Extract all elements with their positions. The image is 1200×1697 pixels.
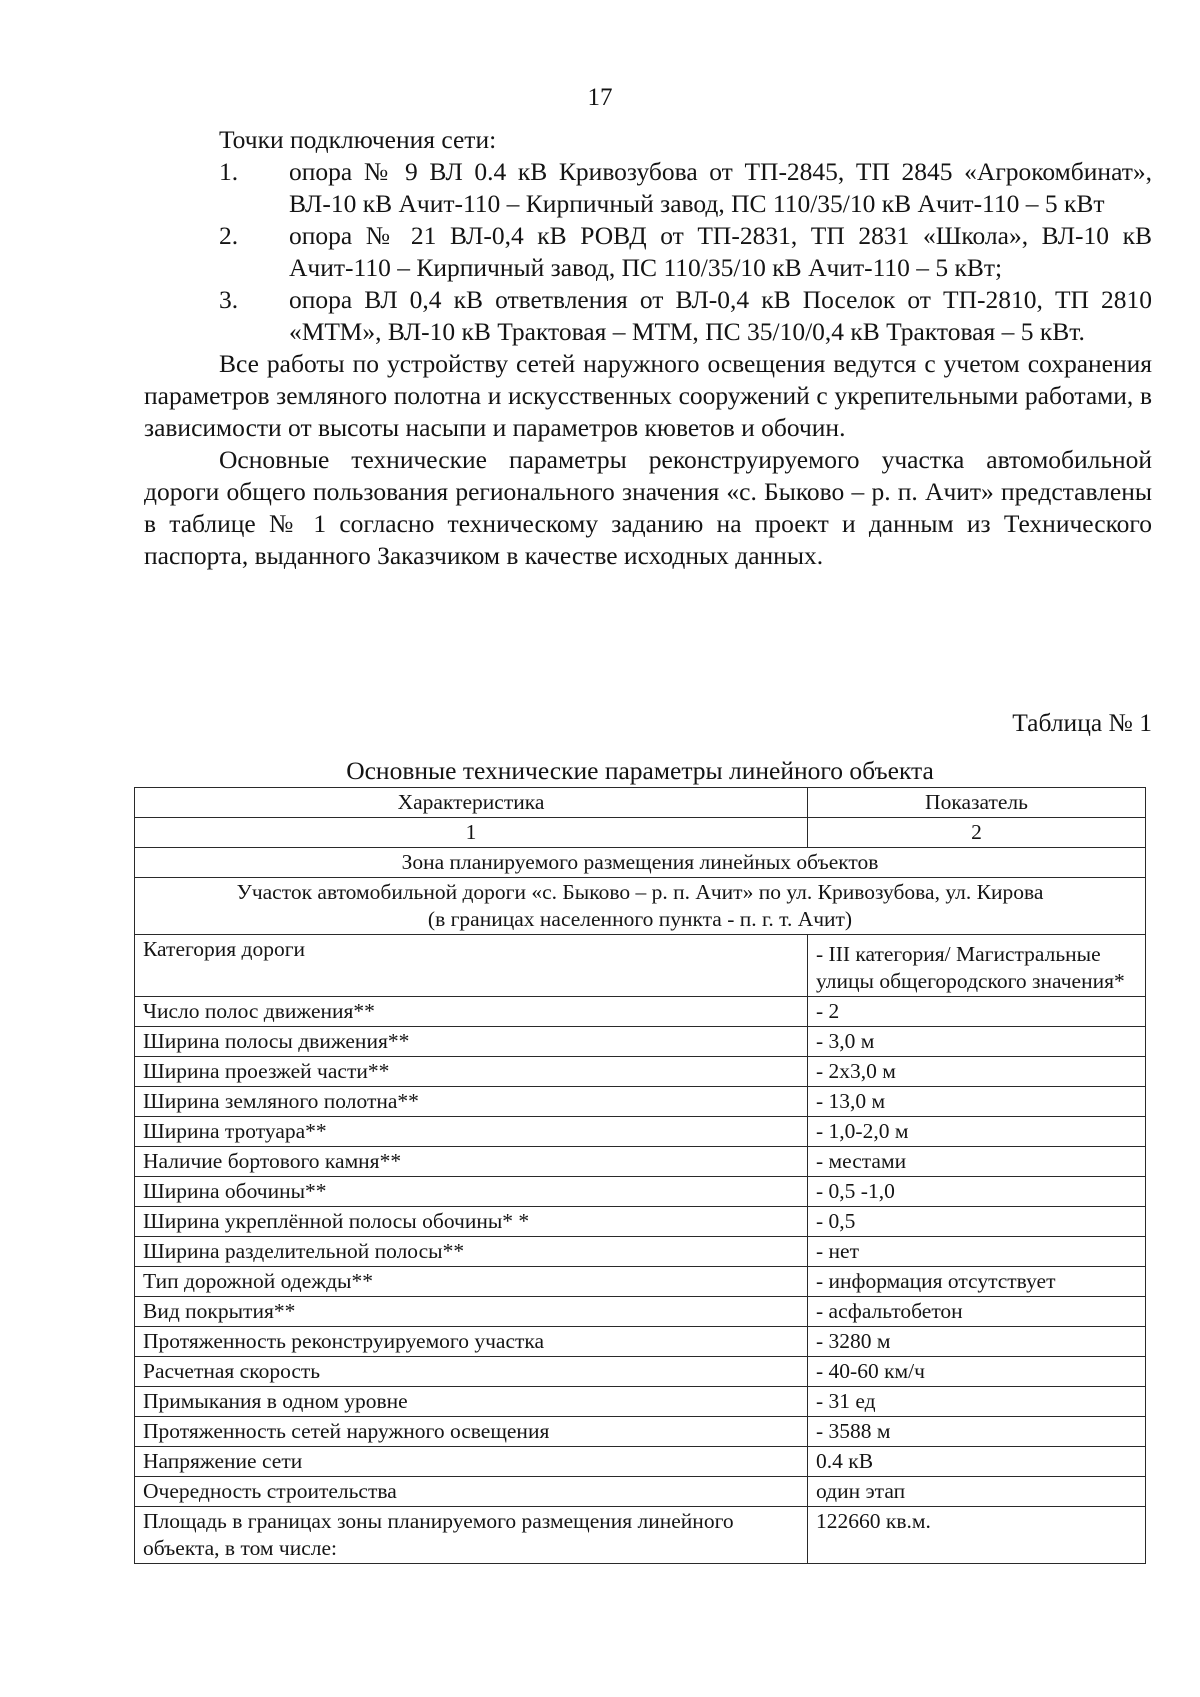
table-row (135, 1087, 1146, 1117)
list-item-text: опора ВЛ 0,4 кВ ответвления от ВЛ-0,4 кВ Поселок от ТП-2810, ТП 2810 «МТМ», ВЛ-10 кВ Трактовая – МТМ, ПС 35/10/0,4 кВ Трактовая – 5 кВт. (289, 285, 1152, 346)
row-value: - 3588 м (808, 1417, 1146, 1447)
row-characteristic: Примыкания в одном уровне (135, 1387, 808, 1417)
row-value: - III категория/ Магистральные улицы общегородского значения* (808, 935, 1146, 997)
column-header: Характеристика (135, 788, 808, 818)
row-characteristic: Протяженность сетей наружного освещения (135, 1417, 808, 1447)
row-characteristic: Категория дороги (135, 935, 808, 997)
parameters-table (134, 787, 1146, 1564)
list-item-text: опора № 9 ВЛ 0.4 кВ Кривозубова от ТП-2845, ТП 2845 «Агрокомбинат», ВЛ-10 кВ Ачит-110 – Кирпичный завод, ПС 110/35/10 кВ Ачит-110 – 5 кВт (289, 157, 1152, 218)
table-header-number-row (135, 818, 1146, 848)
row-value: - 1,0-2,0 м (808, 1117, 1146, 1147)
row-characteristic: Ширина проезжей части** (135, 1057, 808, 1087)
row-characteristic: Ширина разделительной полосы** (135, 1237, 808, 1267)
table-row (135, 1237, 1146, 1267)
column-number: 2 (808, 818, 1146, 848)
row-characteristic: Ширина тротуара** (135, 1117, 808, 1147)
list-item-number: 1. (219, 157, 239, 186)
table-row (135, 1147, 1146, 1177)
row-value: - 2 (808, 997, 1146, 1027)
paragraph-works: Все работы по устройству сетей наружного освещения ведутся с учетом сохранения параметров земляного полотна и искусственных сооружений с укрепительными работами, в зависимости от высоты насыпи и параметров кюветов и обочин. (144, 349, 1152, 442)
section-heading-line: (в границах населенного пункта - п. г. т. Ачит) (427, 907, 853, 931)
row-characteristic: Наличие бортового камня** (135, 1147, 808, 1177)
row-value: - 2х3,0 м (808, 1057, 1146, 1087)
row-value: - информация отсутствует (808, 1267, 1146, 1297)
row-characteristic: Ширина обочины** (135, 1177, 808, 1207)
table-row (135, 1117, 1146, 1147)
row-value: 122660 кв.м. (808, 1507, 1146, 1564)
document-body (144, 124, 1152, 572)
row-characteristic: Число полос движения** (135, 997, 808, 1027)
table-row (135, 1327, 1146, 1357)
table-row (135, 1267, 1146, 1297)
row-characteristic: Очередность строительства (135, 1477, 808, 1507)
list-item (144, 156, 1152, 220)
row-value: - асфальтобетон (808, 1297, 1146, 1327)
row-characteristic: Ширина полосы движения** (135, 1027, 808, 1057)
table-row (135, 1027, 1146, 1057)
table-row (135, 1057, 1146, 1087)
list-item (144, 284, 1152, 348)
row-value: - 3,0 м (808, 1027, 1146, 1057)
row-characteristic: Площадь в границах зоны планируемого размещения линейного объекта, в том числе: (135, 1507, 808, 1564)
row-characteristic: Напряжение сети (135, 1447, 808, 1477)
table-row (135, 1387, 1146, 1417)
row-value: - 0,5 -1,0 (808, 1177, 1146, 1207)
paragraph-parameters: Основные технические параметры реконструируемого участка автомобильной дороги общего пользования регионального значения «с. Быково – р. п. Ачит» представлены в таблице № 1 согласно техническому заданию на проект и данным из Технического паспорта, выданного Заказчиком в качестве исходных данных. (144, 445, 1152, 570)
list-item-number: 2. (219, 221, 239, 250)
row-value: - 0,5 (808, 1207, 1146, 1237)
row-characteristic: Тип дорожной одежды** (135, 1267, 808, 1297)
section-heading-line: Участок автомобильной дороги «с. Быково – р. п. Ачит» по ул. Кривозубова, ул. Кирова (236, 880, 1044, 904)
row-characteristic: Ширина земляного полотна** (135, 1087, 808, 1117)
table-row (135, 997, 1146, 1027)
table-row (135, 1297, 1146, 1327)
row-value: - 3280 м (808, 1327, 1146, 1357)
list-item-number: 3. (219, 285, 239, 314)
table-row (135, 1357, 1146, 1387)
row-value: - 40-60 км/ч (808, 1357, 1146, 1387)
row-characteristic: Расчетная скорость (135, 1357, 808, 1387)
table-row (135, 1417, 1146, 1447)
row-value: - местами (808, 1147, 1146, 1177)
table-row (135, 935, 1146, 997)
list-item-text: опора № 21 ВЛ-0,4 кВ РОВД от ТП-2831, ТП 2831 «Школа», ВЛ-10 кВ Ачит-110 – Кирпичный завод, ПС 110/35/10 кВ Ачит-110 – 5 кВт; (289, 221, 1152, 282)
row-value: - 13,0 м (808, 1087, 1146, 1117)
zone-heading: Зона планируемого размещения линейных объектов (135, 848, 1146, 878)
table-row (135, 1477, 1146, 1507)
table-row (135, 1177, 1146, 1207)
table-caption: Основные технические параметры линейного объекта (346, 756, 934, 785)
column-header: Показатель (808, 788, 1146, 818)
row-value: - 31 ед (808, 1387, 1146, 1417)
table-number: Таблица № 1 (1012, 708, 1152, 737)
list-item (144, 220, 1152, 284)
section-heading (135, 878, 1146, 935)
row-value: 0.4 кВ (808, 1447, 1146, 1477)
row-value: - нет (808, 1237, 1146, 1267)
intro-text: Точки подключения сети: (219, 125, 497, 154)
page-number: 17 (587, 84, 613, 111)
table-section-row (135, 878, 1146, 935)
table-zone-row (135, 848, 1146, 878)
table-row (135, 1207, 1146, 1237)
row-characteristic: Вид покрытия** (135, 1297, 808, 1327)
row-characteristic: Ширина укреплённой полосы обочины* * (135, 1207, 808, 1237)
column-number: 1 (135, 818, 808, 848)
table-row (135, 1447, 1146, 1477)
row-value: один этап (808, 1477, 1146, 1507)
table-header-row (135, 788, 1146, 818)
row-characteristic: Протяженность реконструируемого участка (135, 1327, 808, 1357)
table-row (135, 1507, 1146, 1564)
